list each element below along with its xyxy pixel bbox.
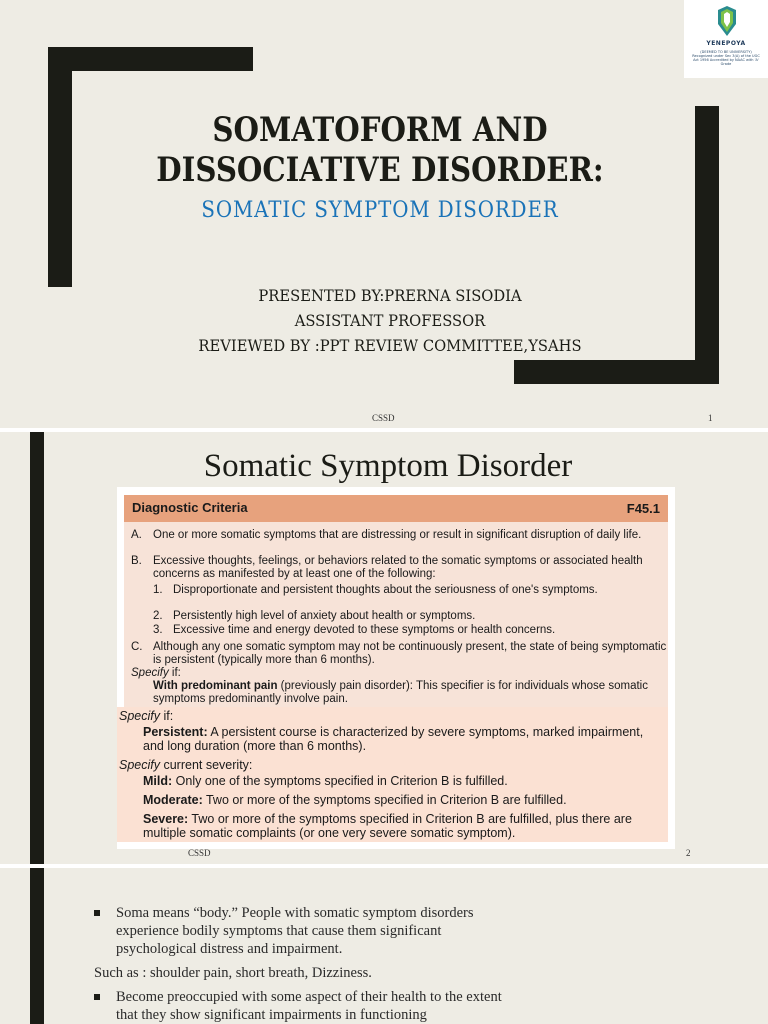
criterion-b2-label: 2.	[153, 610, 163, 622]
moderate-text: Two or more of the symptoms specified in Criterion B are fulfilled.	[202, 793, 567, 807]
title-slide	[0, 0, 768, 428]
content-slide	[0, 868, 768, 1024]
specify-em: Specify	[119, 758, 160, 772]
criterion-c: Although any one somatic symptom may not be continuously present, the state of being symptomatic is persistent (typically more than 6 months).	[153, 641, 667, 666]
logo-name: YENEPOYA	[706, 40, 746, 47]
criteria-code: F45.1	[626, 501, 660, 516]
specify-pain-label	[131, 667, 646, 680]
frame-top-bar	[48, 47, 253, 71]
frame-left-bar	[48, 47, 72, 287]
frame-right-bar	[695, 106, 719, 384]
mild-text: Only one of the symptoms specified in Criterion B is fulfilled.	[172, 774, 508, 788]
logo-subtitle: (DEEMED TO BE UNIVERSITY) Recognized under Sec 3(A) of the UGC Act 1956 Accredited by NAAC with 'A' Grade	[692, 50, 760, 66]
criterion-b: Excessive thoughts, feelings, or behaviors related to the somatic symptoms or associated health concerns as manifested by at least one of the following:	[153, 555, 643, 580]
severity-moderate	[143, 793, 663, 807]
specifier-pain	[153, 680, 658, 705]
criteria-header-title: Diagnostic Criteria	[132, 500, 248, 515]
slide-title: Somatic Symptom Disorder	[203, 448, 573, 484]
specifier-persistent	[143, 725, 663, 753]
criterion-a-label: A.	[131, 529, 142, 541]
slide-footer: CSSD	[372, 413, 395, 423]
severe-bold: Severe:	[143, 812, 189, 826]
slide-title-line1: SOMATOFORM AND	[212, 110, 548, 150]
specify-em: Specify	[131, 667, 169, 679]
page-number: 2	[686, 848, 691, 858]
diagnostic-criteria-table	[117, 487, 675, 849]
persistent-bold: Persistent:	[143, 725, 208, 739]
frame-bottom-bar	[514, 360, 719, 384]
logo-emblem-icon	[716, 6, 738, 38]
severity-mild	[143, 774, 663, 788]
bullet-square-icon	[94, 910, 100, 916]
slide-left-bar	[30, 432, 44, 864]
page-number: 1	[708, 413, 713, 423]
criterion-b1-label: 1.	[153, 584, 163, 596]
criterion-b-label: B.	[131, 555, 142, 567]
bullet-text: Become preoccupied with some aspect of their health to the extent that they show significant impairments in functioning	[116, 989, 502, 1023]
designation: ASSISTANT PROFESSOR	[294, 311, 486, 330]
examples-line: Such as : shoulder pain, short breath, Dizziness.	[94, 965, 372, 981]
criterion-b1: Disproportionate and persistent thoughts about the seriousness of one's symptoms.	[173, 584, 598, 596]
moderate-bold: Moderate:	[143, 793, 203, 807]
slide-title-line2: DISSOCIATIVE DISORDER:	[156, 150, 604, 190]
criteria-slide	[0, 432, 768, 864]
pain-bold: With predominant pain	[153, 680, 278, 692]
bullet-list	[94, 904, 524, 1024]
specify-rest: if:	[160, 709, 174, 723]
persistent-text: A persistent course is characterized by severe symptoms, marked impairment, and long duration (more than 6 months).	[143, 725, 644, 753]
presented-by: PRESENTED BY:PRERNA SISODIA	[258, 286, 522, 305]
specify-persistent-label	[119, 709, 634, 723]
mild-bold: Mild:	[143, 774, 173, 788]
pain-text: (previously pain disorder): This specifier is for individuals whose somatic symptoms predominantly involve pain.	[153, 680, 648, 705]
slide-footer: CSSD	[188, 848, 211, 858]
criterion-a: One or more somatic symptoms that are distressing or result in significant disruption of daily life.	[153, 529, 642, 541]
criterion-b3-label: 3.	[153, 624, 163, 636]
slide-subtitle: SOMATIC SYMPTOM DISORDER	[201, 198, 559, 223]
specify-rest: current severity:	[160, 758, 253, 772]
bullet-text: Soma means “body.” People with somatic symptom disorders experience bodily symptoms that cause them significant psychological distress and impairment.	[116, 905, 474, 957]
bullet-item	[94, 904, 524, 958]
severity-severe	[143, 812, 663, 840]
criterion-b3: Excessive time and energy devoted to these symptoms or health concerns.	[173, 624, 556, 636]
specify-severity-label	[119, 758, 634, 772]
specify-rest: if:	[168, 667, 181, 679]
bullet-item	[94, 988, 524, 1024]
criteria-header	[124, 495, 668, 522]
reviewed-by: REVIEWED BY :PPT REVIEW COMMITTEE,YSAHS	[198, 336, 582, 355]
bullet-square-icon	[94, 994, 100, 1000]
specify-em: Specify	[119, 709, 160, 723]
severe-text: Two or more of the symptoms specified in Criterion B are fulfilled, plus there are multiple somatic complaints (or one very severe somatic symptom).	[143, 812, 632, 840]
slide-left-bar	[30, 868, 44, 1024]
criterion-b2: Persistently high level of anxiety about health or symptoms.	[173, 610, 476, 622]
criterion-c-label: C.	[131, 641, 143, 653]
